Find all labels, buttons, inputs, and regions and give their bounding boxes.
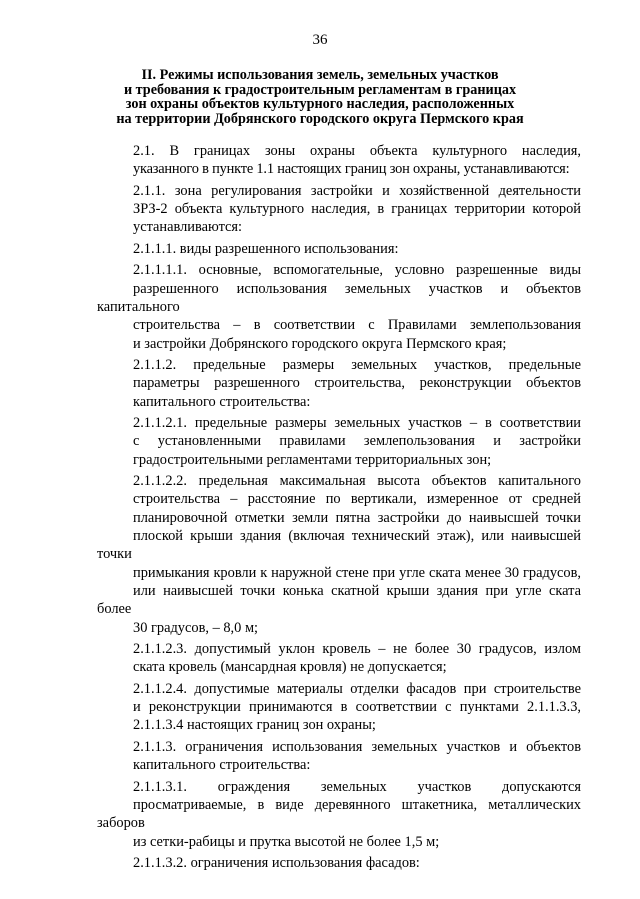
paragraph-line: градостроительными регламентами территориальных зон; [133, 451, 492, 468]
paragraph [97, 240, 581, 258]
paragraph [97, 738, 581, 775]
paragraph-line: просматриваемые, в виде деревянного штакетника, металлических заборов [97, 796, 581, 832]
paragraph-line: параметры разрешенного строительства, реконструкции объектов [133, 375, 581, 392]
paragraph-line: строительства – в соответствии с Правилами землепользования [133, 317, 581, 334]
paragraph-line: и реконструкции принимаются в соответствии с пунктами 2.1.1.3.3, [133, 699, 581, 716]
paragraph-line: и застройки Добрянского городского округа Пермского края; [133, 335, 507, 352]
paragraph [97, 680, 581, 735]
paragraph-line: 2.1.1.3.2. ограничения использования фасадов: [133, 855, 420, 872]
paragraph-line: примыкания кровли к наружной стене при угле ската менее 30 градусов, [133, 564, 581, 581]
paragraph-line: 2.1.1.2.2. предельная максимальная высота объектов капитального [133, 473, 581, 490]
paragraph-line: 30 градусов, – 8,0 м; [133, 619, 259, 636]
paragraph-line: планировочной отметки земли пятна застройки до наивысшей точки [133, 509, 581, 526]
heading-line: II. Режимы использования земель, земельных участков [141, 67, 499, 83]
paragraph [97, 356, 581, 411]
paragraph [97, 640, 581, 677]
paragraph-line: 2.1.1.2. предельные размеры земельных участков, предельные [133, 357, 581, 374]
document-body [97, 142, 581, 876]
paragraph-line: 2.1.1.3. ограничения использования земельных участков и объектов [133, 738, 581, 755]
heading-line: на территории Добрянского городского округа Пермского края [116, 110, 524, 127]
paragraph-line: 2.1.1.3.1. ограждения земельных участков допускаются [133, 778, 581, 795]
paragraph-line: или наивысшей точки конька скатной крыши здания при угле ската более [97, 582, 581, 618]
heading-line: зон охраны объектов культурного наследия, расположенных [125, 96, 515, 112]
paragraph-line: разрешенного использования земельных участков и объектов капитального [97, 280, 581, 315]
paragraph-line: указанного в пункте 1.1 настоящих границ зон охраны, устанавливаются: [133, 161, 570, 178]
paragraph-line: 2.1.1.2.4. допустимые материалы отделки фасадов при строительстве [133, 680, 581, 697]
page-number: 36 [312, 32, 328, 48]
paragraph-line: ската кровель (мансардная кровля) не допускается; [133, 659, 447, 676]
paragraph-line: 2.1.1.1.1. основные, вспомогательные, условно разрешенные виды [133, 262, 581, 279]
paragraph-line: плоской крыши здания (включая технический этаж), или наивысшей точки [97, 528, 581, 563]
paragraph-line: устанавливаются: [133, 219, 243, 236]
heading-line: и требования к градостроительным регламентам в границах [123, 81, 517, 98]
section-heading [60, 68, 580, 126]
paragraph [97, 182, 581, 237]
paragraph-line: 2.1.1. зона регулирования застройки и хозяйственной деятельности [133, 182, 581, 199]
paragraph-line: с установленными правилами землепользования и застройки [133, 433, 581, 450]
paragraph [97, 778, 581, 851]
paragraph-line: 2.1. В границах зоны охраны объекта культурного наследия, [133, 143, 581, 159]
paragraph-line: из сетки-рабицы и прутка высотой не более 1,5 м; [133, 833, 440, 850]
paragraph [97, 472, 581, 637]
paragraph-line: 2.1.1.2.3. допустимый уклон кровель – не более 30 градусов, излом [133, 641, 581, 658]
paragraph-line: капитального строительства: [133, 757, 311, 774]
paragraph-line: ЗРЗ-2 объекта культурного наследия, в границах территории которой [133, 201, 581, 218]
paragraph [97, 854, 581, 872]
paragraph [97, 414, 581, 469]
paragraph-line: 2.1.1.2.1. предельные размеры земельных участков – в соответствии [133, 415, 581, 432]
paragraph-line: капитального строительства: [133, 393, 311, 410]
paragraph-line: строительства – расстояние по вертикали, измеренное от средней [133, 491, 581, 508]
paragraph [97, 142, 581, 179]
paragraph-line: 2.1.1.1. виды разрешенного использования: [133, 240, 399, 257]
paragraph [97, 261, 581, 352]
paragraph-line: 2.1.1.3.4 настоящих границ зон охраны; [133, 717, 376, 734]
